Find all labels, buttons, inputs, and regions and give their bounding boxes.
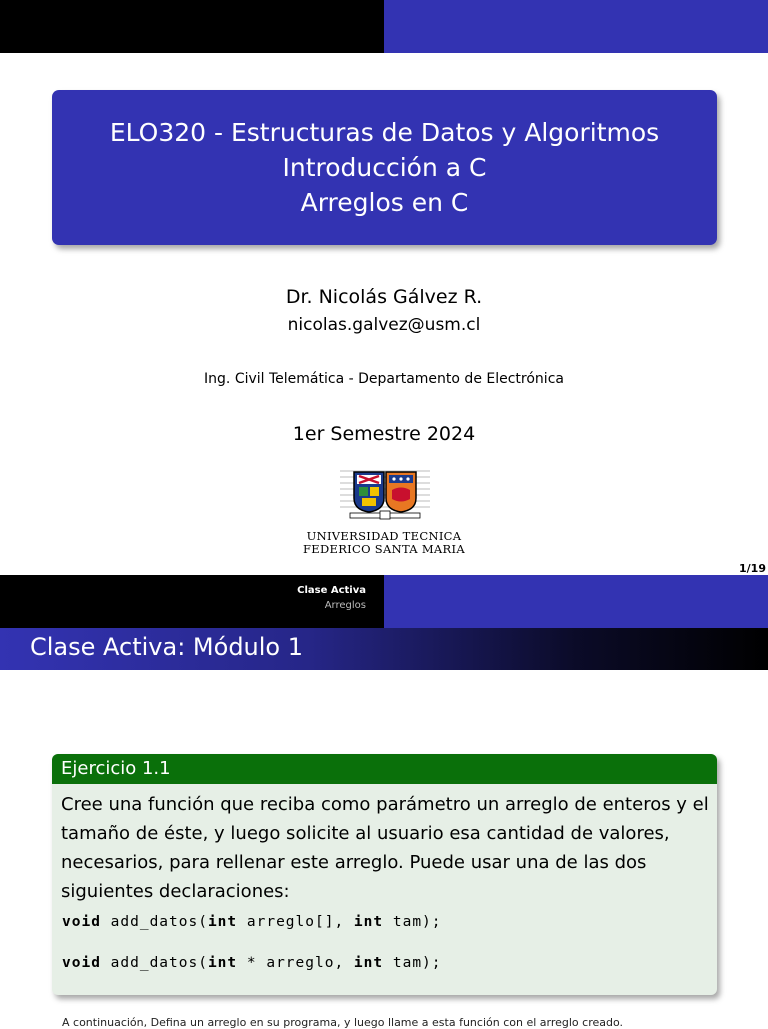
header-bar-right: [384, 0, 768, 53]
university-name-line2: FEDERICO SANTA MARIA: [303, 542, 465, 556]
nav-section[interactable]: Clase Activa: [297, 585, 366, 596]
institute: Ing. Civil Telemática - Departamento de Electrónica: [204, 371, 564, 387]
title-block: [52, 90, 717, 245]
nav-subsection[interactable]: Arreglos: [324, 600, 366, 611]
university-crest-icon: [340, 466, 430, 526]
subtitle-line: Introducción a C: [282, 153, 487, 182]
subtitle-line: Arreglos en C: [300, 188, 469, 217]
code-declaration-1: void add_datos(int arreglo[], int tam);: [62, 914, 442, 930]
university-name-line1: UNIVERSIDAD TECNICA: [306, 529, 462, 543]
footnote-text: A continuación, Defina un arreglo en su programa, y luego llame a esta función con el arreglo creado.: [62, 1016, 623, 1029]
header-bar-right: [384, 575, 768, 628]
author-email[interactable]: nicolas.galvez@usm.cl: [287, 315, 481, 335]
presentation-date: 1er Semestre 2024: [292, 423, 476, 445]
author-name: Dr. Nicolás Gálvez R.: [285, 286, 483, 308]
header-bar-left: [0, 0, 384, 53]
code-declaration-2: void add_datos(int * arreglo, int tam);: [62, 955, 442, 971]
frame-title: Clase Activa: Módulo 1: [30, 633, 304, 661]
exercise-title: Ejercicio 1.1: [61, 758, 171, 779]
exercise-text: Cree una función que reciba como parámetro un arreglo de enteros y el tamaño de éste, y luego solicite al usuario esa cantidad de valores, necesarios, para rellenar este arreglo. Puede usar una de las dos siguientes declaraciones:: [61, 794, 709, 902]
title-line: ELO320 - Estructuras de Datos y Algoritmos: [109, 118, 660, 147]
page-number: 1/19: [739, 562, 766, 575]
